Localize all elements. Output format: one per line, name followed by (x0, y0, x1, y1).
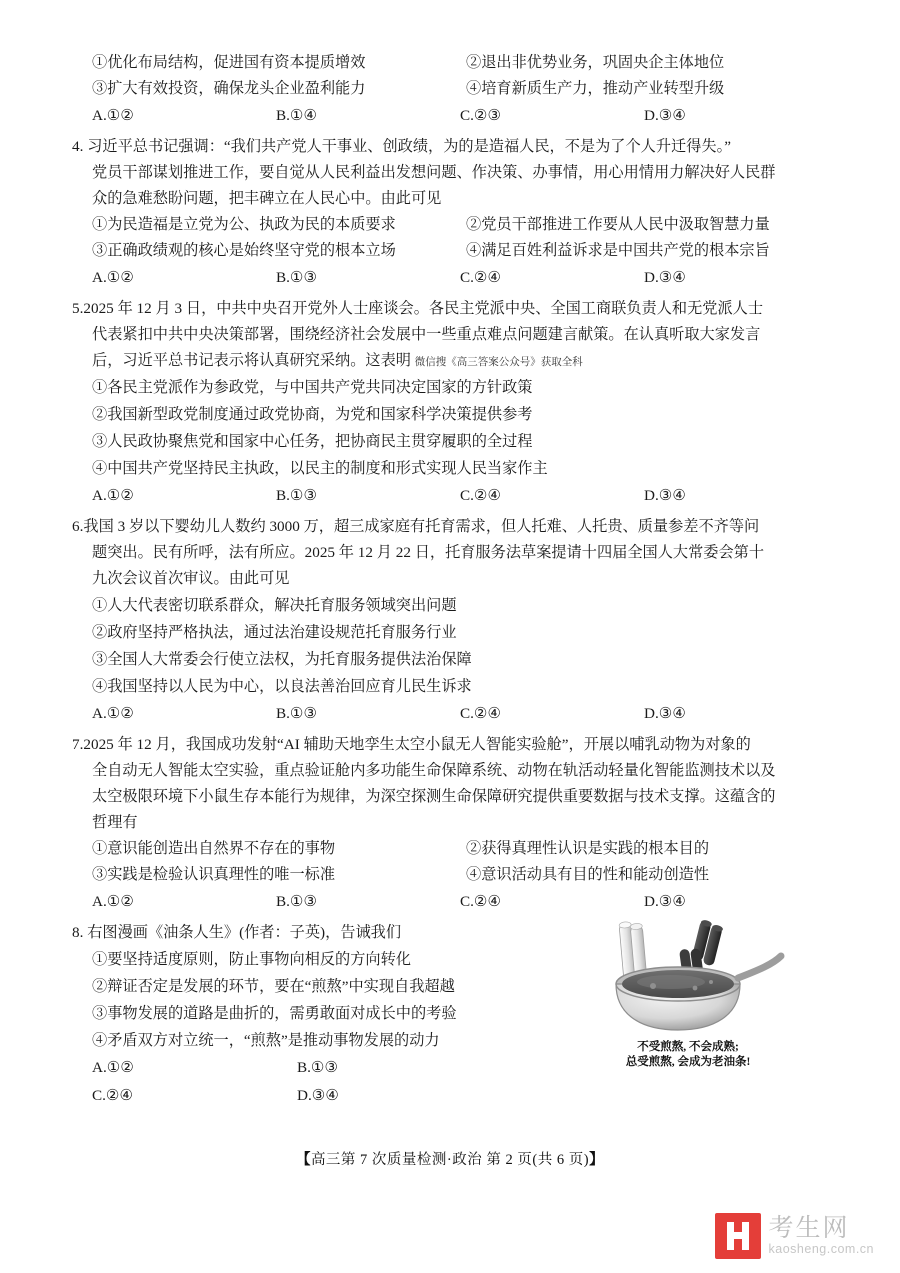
statement-item: ④矛盾双方对立统一，“煎熬”是推动事物发展的动力 (92, 1032, 440, 1050)
option-item: ③实践是检验认识真理性的唯一标准 (92, 866, 335, 884)
question-5-stem-line-3 (72, 348, 828, 374)
question-7-stem-line-4: 哲理有 (92, 814, 138, 832)
choice-c: C.②③ (460, 107, 502, 125)
choice-d: D.③④ (644, 269, 686, 287)
choice-b: B.①③ (276, 893, 318, 911)
question-6-stem-line-2: 题突出。民有所呼，法有所应。2025 年 12 月 22 日，托育服务法草案提请十四届全国人大常委会第十 (92, 543, 765, 561)
option-item: ④满足百姓利益诉求是中国共产党的根本宗旨 (466, 242, 770, 260)
choice-b: B.①③ (276, 705, 318, 723)
statement-item: ②我国新型政党制度通过政党协商，为党和国家科学决策提供参考 (92, 406, 533, 424)
kaosheng-logo-icon (715, 1213, 761, 1259)
youtiao-cartoon-image (583, 916, 793, 1036)
question-7 (72, 732, 828, 916)
question-7-stem-line-3: 太空极限环境下小鼠生存本能行为规律，为深空探测生命保障研究提供重要数据与技术支撑。这蕴含的 (92, 787, 776, 805)
question-3-options (72, 50, 828, 102)
page-content (72, 50, 828, 1113)
choice-d: D.③④ (644, 107, 686, 125)
option-item: ①意识能创造出自然界不存在的事物 (92, 840, 335, 858)
question-6-stem-line-1: 6.我国 3 岁以下婴幼儿人数约 3000 万，超三成家庭有托育需求，但人托难、人托贵、质量参差不齐等问 (72, 517, 760, 535)
cartoon-caption (568, 1040, 808, 1071)
choice-d: D.③④ (644, 893, 686, 911)
question-8-figure (568, 916, 808, 1071)
question-8-stem-line-1: 8. 右图漫画《油条人生》(作者：子英)，告诫我们 (72, 923, 402, 941)
question-6-statements (72, 592, 828, 700)
cartoon-caption-line-2: 总受煎熬, 会成为老油条! (625, 1056, 751, 1069)
choice-c: C.②④ (460, 269, 502, 287)
watermark-cn: 考生网 (768, 1214, 850, 1243)
choice-a: A.①② (92, 1059, 134, 1077)
choice-d: D.③④ (644, 487, 686, 505)
question-4-options (72, 212, 828, 264)
question-4-choices (72, 264, 828, 291)
statement-item: ③事物发展的道路是曲折的，需勇敢面对成长中的考验 (92, 1005, 457, 1023)
choice-b: B.①③ (276, 269, 318, 287)
choice-c: C.②④ (460, 705, 502, 723)
question-7-stem-line-1: 7.2025 年 12 月，我国成功发射“AI 辅助天地孪生太空小鼠无人智能实验舱”，开展以哺乳动物为对象的 (72, 735, 751, 753)
page-footer (0, 1148, 900, 1169)
statement-item: ②政府坚持严格执法，通过法治建设规范托育服务行业 (92, 624, 457, 642)
question-6 (72, 514, 828, 728)
question-4-stem-line-2: 党员干部谋划推进工作，要自觉从人民利益出发想问题、作决策、办事情，用心用情用力解决好人民群 (92, 163, 776, 181)
statement-item: ②辩证否定是发展的环节，要在“煎熬”中实现自我超越 (92, 978, 455, 996)
statement-item: ④我国坚持以人民为中心，以良法善治回应育儿民生诉求 (92, 678, 472, 696)
question-5-stem-line-2: 代表紧扣中共中央决策部署，围绕经济社会发展中一些重点难点问题建言献策。在认真听取大家发言 (92, 325, 761, 343)
question-7-stem-line-2: 全自动无人智能太空实验，重点验证舱内多功能生命保障系统、动物在轨活动轻量化智能监测技术以及 (92, 761, 776, 779)
statement-item: ④中国共产党坚持民主执政，以民主的制度和形式实现人民当家作主 (92, 460, 548, 478)
choice-a: A.①② (92, 893, 134, 911)
choice-c: C.②④ (460, 893, 502, 911)
choice-b: B.①③ (276, 487, 318, 505)
option-item: ①为民造福是立党为公、执政为民的本质要求 (92, 216, 396, 234)
option-item: ③正确政绩观的核心是始终坚守党的根本立场 (92, 242, 396, 260)
question-5-stem-line-3-text: 后，习近平总书记表示将认真研究采纳。这表明 (92, 351, 411, 369)
question-5-statements (72, 374, 828, 482)
footer-text: 高三第 7 次质量检测·政治 第 2 页(共 6 页) (310, 1152, 590, 1168)
option-item: ④培育新质生产力，推动产业转型升级 (466, 80, 725, 98)
question-8 (72, 920, 828, 1109)
choice-b: B.①③ (297, 1059, 339, 1077)
choice-d: D.③④ (297, 1086, 339, 1104)
question-6-stem-line-3: 九次会议首次审议。由此可见 (92, 569, 290, 587)
site-watermark (715, 1213, 874, 1259)
question-4-stem-line-3: 众的急难愁盼问题，把丰碑立在人民心中。由此可见 (92, 189, 442, 207)
question-5-choices (72, 482, 828, 509)
question-8-choices-row-2 (72, 1082, 502, 1109)
question-5-watermark-note: 微信搜《高三答案公众号》获取全科 (414, 356, 583, 368)
choice-a: A.①② (92, 487, 134, 505)
option-item: ②获得真理性认识是实践的根本目的 (466, 840, 709, 858)
choice-c: C.②④ (460, 487, 502, 505)
choice-a: A.①② (92, 107, 134, 125)
question-6-choices (72, 700, 828, 727)
option-item: ②党员干部推进工作要从人民中汲取智慧力量 (466, 216, 770, 234)
choice-c: C.②④ (92, 1086, 134, 1104)
question-3-choices (72, 102, 828, 129)
question-4-stem-line-1: 4. 习近平总书记强调：“我们共产党人干事业、创政绩，为的是造福人民，不是为了个人升迁得失。” (72, 137, 731, 155)
statement-item: ③人民政协聚焦党和国家中心任务，把协商民主贯穿履职的全过程 (92, 433, 533, 451)
option-item: ①优化布局结构，促进国有资本提质增效 (92, 54, 366, 71)
question-8-choices-row-1 (72, 1054, 502, 1081)
choice-a: A.①② (92, 705, 134, 723)
question-8-statements (72, 946, 502, 1054)
choice-a: A.①② (92, 269, 134, 287)
question-7-choices (72, 888, 828, 915)
option-item: ②退出非优势业务，巩固央企主体地位 (466, 54, 725, 71)
statement-item: ①各民主党派作为参政党，与中国共产党共同决定国家的方针政策 (92, 379, 533, 397)
cartoon-caption-line-1: 不受煎熬, 不会成熟; (637, 1040, 739, 1053)
question-4 (72, 134, 828, 292)
question-7-options (72, 836, 828, 888)
question-3-tail (72, 50, 828, 130)
statement-item: ①要坚持适度原则，防止事物向相反的方向转化 (92, 950, 411, 968)
option-item: ③扩大有效投资，确保龙头企业盈利能力 (92, 80, 366, 98)
question-5-stem-line-1: 5.2025 年 12 月 3 日，中共中央召开党外人士座谈会。各民主党派中央、全国工商联负责人和无党派人士 (72, 299, 764, 317)
question-5 (72, 296, 828, 510)
choice-b: B.①④ (276, 107, 318, 125)
watermark-text (769, 1215, 874, 1256)
option-item: ④意识活动具有目的性和能动创造性 (466, 866, 709, 884)
choice-d: D.③④ (644, 705, 686, 723)
footer-bracket-right: 】 (589, 1152, 605, 1168)
watermark-en: kaosheng.com.cn (768, 1241, 874, 1256)
statement-item: ③全国人大常委会行使立法权，为托育服务提供法治保障 (92, 651, 472, 669)
footer-bracket-left: 【 (295, 1152, 311, 1168)
statement-item: ①人大代表密切联系群众，解决托育服务领域突出问题 (92, 597, 457, 615)
question-8-text-column (72, 920, 502, 1109)
